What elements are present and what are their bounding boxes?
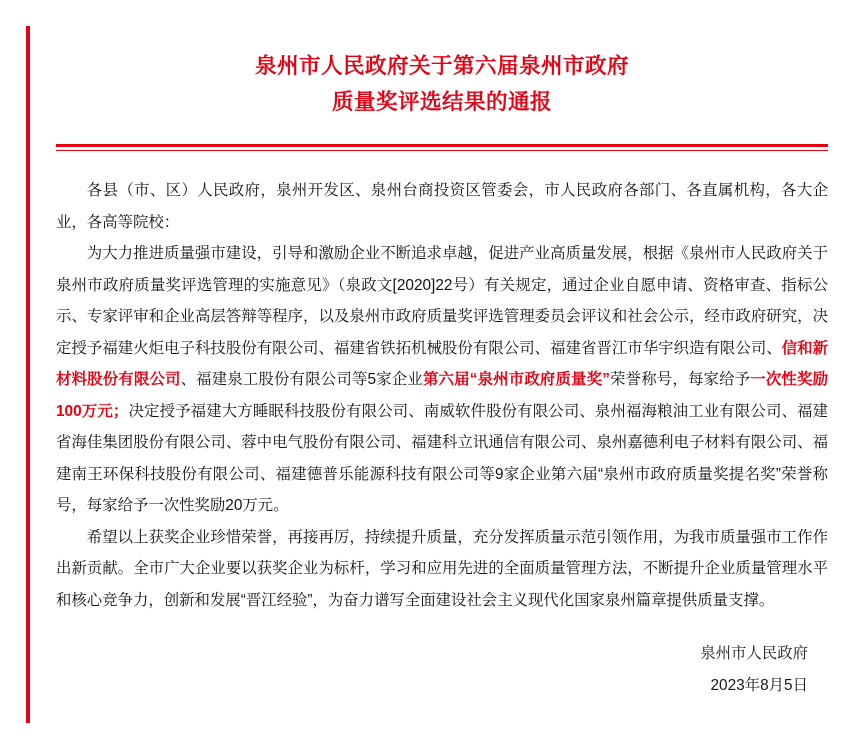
signature-date: 2023年8月5日 (710, 676, 808, 694)
document-body (56, 175, 828, 616)
page-title-line-2: 质量奖评选结果的通报 (331, 90, 552, 114)
paragraph-main-part-b: 、福建泉工股份有限公司等5家企业 (180, 371, 423, 388)
paragraph-main-part-c: 荣誉称号，每家给予 (609, 371, 751, 388)
paragraph-main-part-d: 决定授予福建大方睡眠科技股份有限公司、南威软件股份有限公司、泉州福海粮油工业有限公司、福建省海佳集团股份有限公司、蓉中电气股份有限公司、福建科立讯通信有限公司、泉州嘉德利电子材料有限公司、福建南王环保科技股份有限公司、福建德普乐能源科技有限公司等9家企业第六届“泉州市政府质量奖提名奖”荣誉称号，每家给予一次性奖励20万元。 (56, 402, 828, 514)
highlight-company-name: 信和新材料股份有限公司 (56, 339, 828, 388)
highlight-award-title: 第六届“泉州市政府质量奖” (422, 371, 610, 388)
paragraph-salutation: 各县（市、区）人民政府，泉州开发区、泉州台商投资区管委会，市人民政府各部门、各直属机构，各大企业，各高等院校： (56, 182, 828, 231)
title-divider (56, 144, 828, 151)
title-line-1-text: 泉州市人民政府关于第六届泉州市政府 (254, 54, 629, 78)
divider-thick-line (56, 144, 828, 147)
divider-thin-line (56, 150, 828, 151)
left-red-rule (26, 26, 30, 723)
page-title-line-1 (255, 54, 629, 78)
signature-issuer: 泉州市人民政府 (700, 645, 808, 662)
highlight-award-amount: 一次性奖励100万元； (56, 371, 828, 420)
paragraph-closing: 希望以上获奖企业珍惜荣誉，再接再厉，持续提升质量，充分发挥质量示范引领作用，为我市质量强市工作作出新贡献。全市广大企业要以获奖企业为标杆，学习和应用先进的全面质量管理方法，不断提升企业质量管理水平和核心竞争力，创新和发展“晋江经验”，为奋力谱写全面建设社会主义现代化国家泉州篇章提供质量支撑。 (56, 528, 828, 609)
paragraph-main (56, 238, 828, 522)
signature-block (56, 638, 828, 701)
page-title (56, 48, 828, 120)
paragraph-main-part-a: 为大力推进质量强市建设，引导和激励企业不断追求卓越，促进产业高质量发展，根据《泉州市人民政府关于泉州市政府质量奖评选管理的实施意见》（泉政文[2020]22号）有关规定，通过企业自愿申请、资格审查、指标公示、专家评审和企业高层答辩等程序，以及泉州市政府质量奖评选管理委员会评议和社会公示，经市政府研究，决定授予福建火炬电子科技股份有限公司、福建省铁拓机械股份有限公司、福建省晋江市华宇织造有限公司、 (56, 245, 828, 357)
document-content (56, 34, 828, 701)
